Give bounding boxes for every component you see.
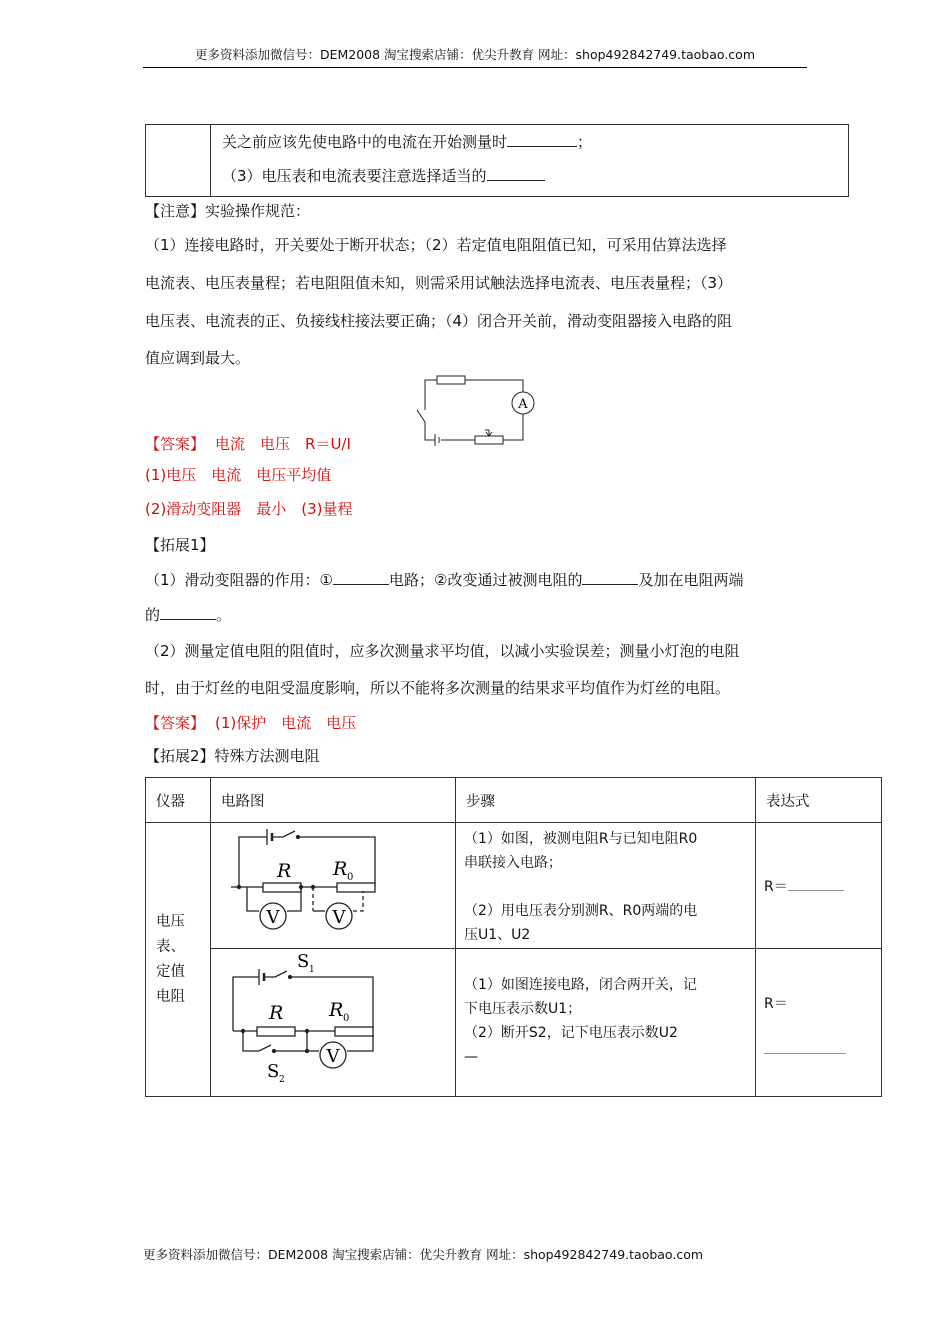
label-s1-sub: 1 [309,965,315,975]
expression-text: R＝ [764,878,788,895]
ext1-answer [145,712,356,734]
special-methods-table [145,777,882,1097]
step-line: （2）用电压表分别测R、R0两端的电 [464,903,698,919]
top-box-line1-text: 关之前应该先使电路中的电流在开始测量时 [222,133,508,151]
answer1-line2: (1)电压 电流 电压平均值 [145,466,332,484]
top-box-line2 [222,165,545,186]
header-expression: 表达式 [756,778,882,823]
ext1-line1 [145,569,743,591]
notice-line-4: 值应调到最大。 [145,349,251,367]
label-r0-sub: 0 [347,872,354,883]
label-r0: R [333,858,348,880]
fill-blank [582,570,638,585]
voltmeter-label: V [332,907,346,928]
ext1-l1-a: （1）滑动变阻器的作用：① [145,571,333,589]
fill-blank [160,605,216,620]
instrument-cell [146,823,211,1097]
circuit-diagram-switch-voltmeter [223,951,383,1087]
answer1-label: 【答案】 [145,435,206,453]
ext1-l2-a: 的 [145,606,161,624]
circuit-cell-1 [211,823,456,949]
fill-blank [788,878,844,891]
step-line: 下电压表示数U1； [464,1001,582,1017]
ext1-l1-b: 电路；②改变通过被测电阻的 [389,571,583,589]
page-header: 更多资料添加微信号：DEM2008 淘宝搜索店铺：优尖升教育 网址：shop492842749.taobao.com [143,46,807,68]
top-box-line1-suffix: ； [577,133,593,151]
top-table-left-cell [146,125,211,196]
ext1-l1-c: 及加在电阻两端 [638,571,744,589]
ext1-title: 【拓展1】 [145,536,215,554]
ext1-answer-text: (1)保护 电流 电压 [215,714,357,732]
label-r: R [277,860,292,882]
step-line: （2）断开S2，记下电压表示数U2 [464,1025,678,1041]
ext1-l2-b: 。 [216,606,232,624]
notice-line-2: 电流表、电压表量程；若电阻阻值未知，则需采用试触法选择电流表、电压表量程；（3） [145,274,733,292]
expression-cell-1 [756,823,882,949]
notice-title: 【注意】实验操作规范： [145,202,311,220]
ext1-answer-label: 【答案】 [145,714,206,732]
ext1-line2 [145,604,231,626]
step-line: （1）如图，被测电阻R与已知电阻R0 [464,831,698,847]
step-line: — [464,1049,478,1065]
circuit-diagram-series-voltmeter [223,825,383,943]
ammeter-label: A [518,397,528,412]
expression-text: R＝ [764,996,788,1012]
answer1-text: 电流 电压 R＝U/I [215,435,351,453]
top-box-line2-text: （3）电压表和电流表要注意选择适当的 [222,167,487,185]
header-instrument: 仪器 [146,778,211,823]
label-r0: R [329,999,344,1021]
instrument-line: 表、 [156,938,185,955]
step-line: （1）如图连接电路，闭合两开关，记 [464,977,697,993]
label-s1: S [297,951,310,972]
top-table-fragment [145,124,849,197]
ext1-line3: （2）测量定值电阻的阻值时，应多次测量求平均值，以减小实验误差；测量小灯泡的电阻 [145,642,740,660]
step-line: 串联接入电路； [464,855,562,871]
notice-line-3: 电压表、电流表的正、负接线柱接法要正确；（4）闭合开关前，滑动变阻器接入电路的阻 [145,312,733,330]
label-r0-sub: 0 [343,1013,350,1024]
circuit-cell-2 [211,949,456,1097]
header-circuit: 电路图 [211,778,456,823]
voltmeter-label: V [326,1046,340,1067]
fill-blank [487,166,545,181]
circuit-diagram-ammeter [405,370,540,452]
answer1-line3: (2)滑动变阻器 最小 (3)量程 [145,500,353,518]
answer1-line1 [145,433,351,455]
expression-cell-2 [756,949,882,1097]
instrument-line: 电阻 [156,988,185,1005]
fill-blank [764,1053,846,1054]
ext2-title: 【拓展2】特殊方法测电阻 [145,747,320,765]
label-s2-sub: 2 [279,1075,285,1085]
label-s2: S [267,1061,280,1082]
step-line [456,875,755,899]
step-line: 压U1、U2 [464,927,531,943]
instrument-line: 电压 [156,913,185,930]
instrument-line: 定值 [156,963,185,980]
steps-cell-2 [456,949,756,1097]
steps-cell-1 [456,823,756,949]
ext1-line4: 时，由于灯丝的电阻受温度影响，所以不能将多次测量的结果求平均值作为灯丝的电阻。 [145,679,731,697]
page-footer: 更多资料添加微信号：DEM2008 淘宝搜索店铺：优尖升教育 网址：shop492842749.taobao.com [143,1247,704,1262]
header-steps: 步骤 [456,778,756,823]
notice-line-1: （1）连接电路时，开关要处于断开状态；（2）若定值电阻阻值已知，可采用估算法选择 [145,236,727,254]
fill-blank [333,570,389,585]
voltmeter-label: V [266,907,280,928]
label-r: R [269,1002,284,1024]
fill-blank [507,132,577,147]
top-box-line1 [222,131,592,152]
